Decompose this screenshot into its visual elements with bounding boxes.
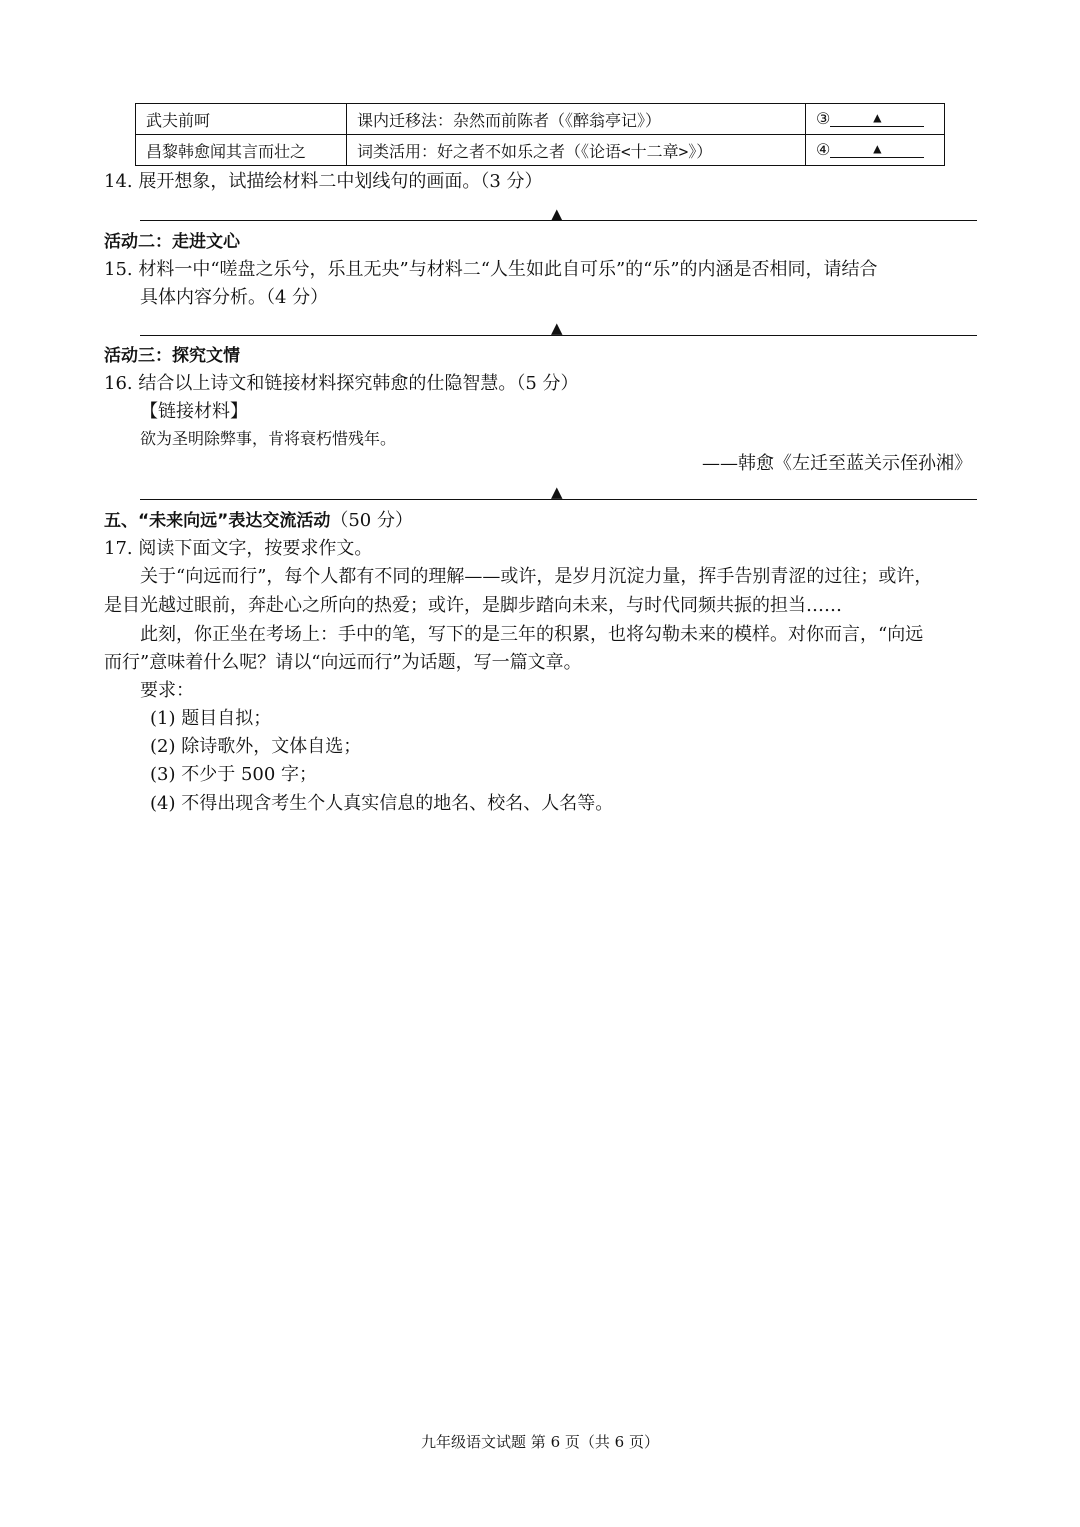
prompt-paragraph-2-line-2: 而行”意味着什么呢？请以“向远而行”为话题，写一篇文章。 [104, 652, 582, 673]
answer-blank [830, 138, 924, 158]
question-17-intro: 17. 阅读下面文字，按要求作文。 [104, 538, 373, 559]
section-5-heading [104, 507, 413, 535]
requirement-item: (2) 除诗歌外，文体自选； [150, 736, 362, 757]
answer-line [140, 220, 977, 221]
requirement-item: (4) 不得出现含考生个人真实信息的地名、校名、人名等。 [150, 793, 614, 814]
link-material-poem: 欲为圣明除弊事，肯将衰朽惜残年。 [140, 429, 397, 448]
link-material-source: ——韩愈《左迁至蓝关示侄孙湘》 [702, 453, 972, 474]
requirement-item: (3) 不少于 500 字； [150, 764, 318, 785]
requirements-title: 要求： [140, 680, 194, 701]
activity-2-heading: 活动二：走进文心 [104, 232, 240, 252]
prompt-paragraph-2-line-1: 此刻，你正坐在考场上：手中的笔，写下的是三年的积累，也将勾勒未来的模样。对你而言，“向远 [140, 624, 924, 645]
question-16: 16. 结合以上诗文和链接材料探究韩愈的仕隐智慧。（5 分） [104, 373, 579, 394]
section-5-score: （50 分） [330, 510, 413, 531]
table-cell-answer [806, 135, 945, 166]
link-material-label: 【链接材料】 [140, 401, 248, 422]
table-cell-word: 武夫前呵 [136, 104, 347, 135]
question-14: 14. 展开想象，试描绘材料二中划线句的画面。（3 分） [104, 171, 543, 192]
triangle-icon: ▲ [551, 319, 563, 337]
table-row [136, 104, 945, 135]
section-5-title: 五、“未来向远”表达交流活动 [104, 511, 331, 531]
table-row [136, 135, 945, 166]
page-footer: 九年级语文试题 第 6 页（共 6 页） [421, 1433, 659, 1451]
answer-number: ③ [816, 109, 831, 128]
requirement-item: (1) 题目自拟； [150, 708, 272, 729]
activity-3-heading: 活动三：探究文情 [104, 346, 240, 366]
answer-line [140, 499, 977, 500]
triangle-icon: ▲ [551, 205, 563, 223]
question-15-line-2: 具体内容分析。（4 分） [140, 287, 329, 308]
answer-line [140, 335, 977, 336]
vocabulary-table [135, 103, 945, 166]
question-15-line-1: 15. 材料一中“嗟盘之乐兮，乐且无央”与材料二“人生如此自可乐”的“乐”的内涵是否相同，请结合 [104, 259, 878, 280]
prompt-paragraph-1-line-1: 关于“向远而行”，每个人都有不同的理解——或许，是岁月沉淀力量，挥手告别青涩的过往；或许， [140, 566, 933, 587]
answer-blank [830, 107, 924, 127]
triangle-icon: ▲ [873, 110, 882, 126]
triangle-icon: ▲ [873, 141, 882, 157]
triangle-icon: ▲ [551, 483, 563, 501]
table-cell-method: 词类活用：好之者不如乐之者（《论语<十二章>》） [347, 135, 806, 166]
table-cell-word: 昌黎韩愈闻其言而壮之 [136, 135, 347, 166]
table-cell-answer [806, 104, 945, 135]
answer-number: ④ [816, 140, 831, 159]
table-cell-method: 课内迁移法：杂然而前陈者（《醉翁亭记》） [347, 104, 806, 135]
prompt-paragraph-1-line-2: 是目光越过眼前，奔赴心之所向的热爱；或许，是脚步踏向未来，与时代同频共振的担当…… [104, 595, 842, 616]
